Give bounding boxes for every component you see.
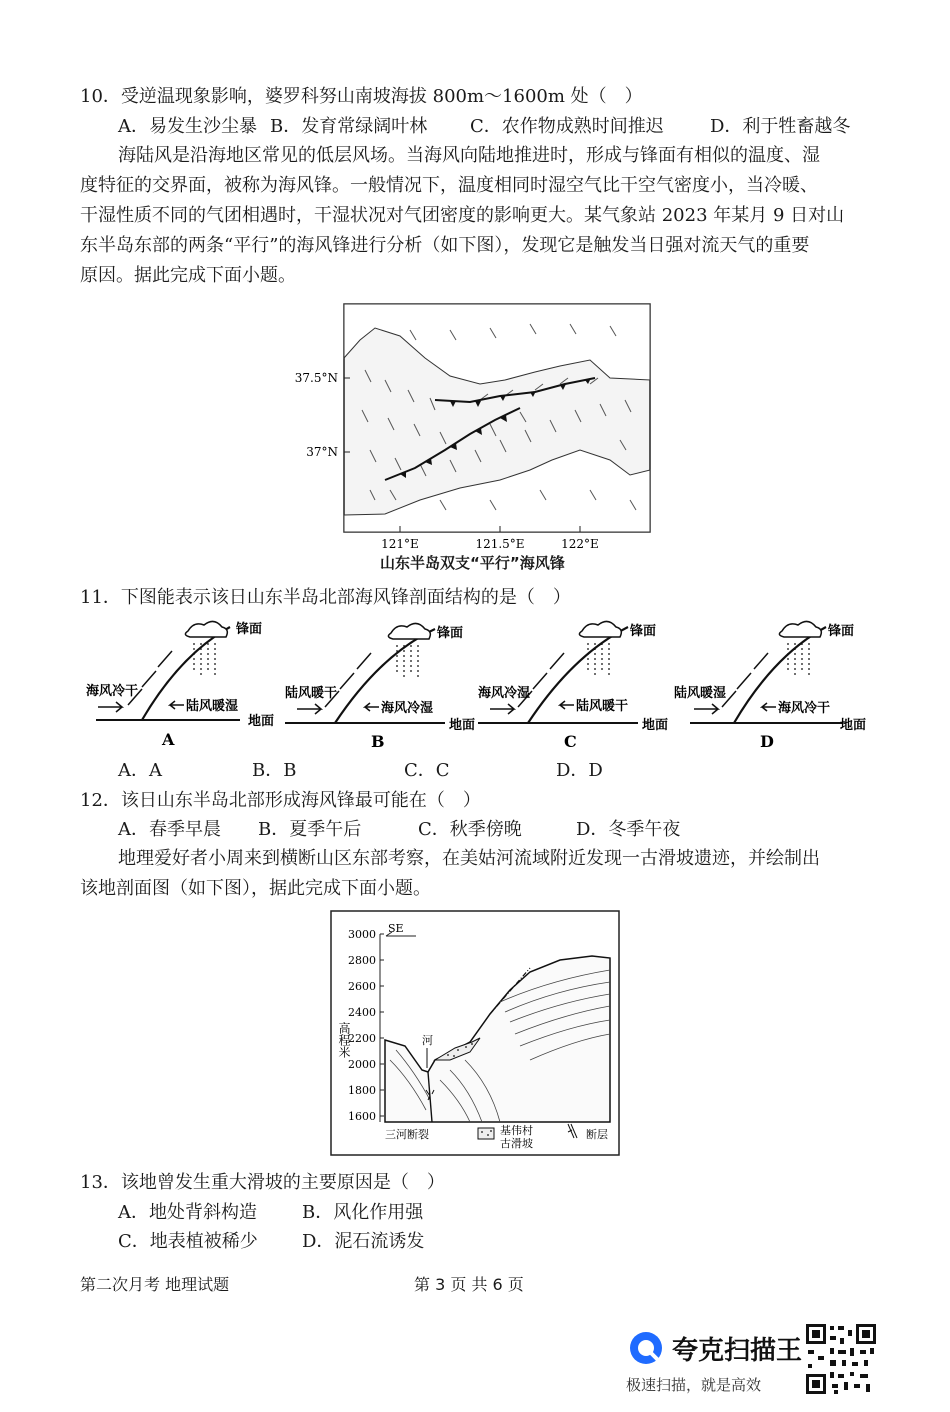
passage1-line-4: 东半岛东部的两条“平行”的海风锋进行分析（如下图），发现它是触发当日强对流天气的重要 xyxy=(80,235,810,256)
diagram-c-right-label: 陆风暖干 xyxy=(576,699,629,714)
lat-label-37-5: 37.5°N xyxy=(294,371,338,385)
diagram-b-ground: 地面 xyxy=(449,718,476,733)
y-tick-2400: 2400 xyxy=(348,1006,376,1019)
diagram-c-ground: 地面 xyxy=(642,718,669,733)
y-tick-2200: 2200 xyxy=(348,1032,376,1045)
q13-option-a: A．地处背斜构造 xyxy=(118,1202,257,1223)
direction-label: SE xyxy=(388,922,404,935)
q10-options xyxy=(118,114,850,140)
q13-option-c: C．地表植被稀少 xyxy=(118,1231,258,1252)
q11-option-d: D．D xyxy=(556,760,603,781)
qr-code-icon xyxy=(804,1322,878,1396)
watermark-slogan: 极速扫描，就是高效 xyxy=(626,1376,762,1394)
q11-option-b: B．B xyxy=(252,760,297,781)
passage2-line-2: 该地剖面图（如下图），据此完成下面小题。 xyxy=(80,878,431,899)
diagram-a-front: 锋面 xyxy=(236,622,263,637)
diagram-b-front: 锋面 xyxy=(437,626,464,641)
q13-options-row-1 xyxy=(118,1200,423,1226)
q12-option-a: A．春季早晨 xyxy=(118,819,221,840)
legend-fault-label: 断层 xyxy=(586,1128,608,1141)
scanner-logo-icon xyxy=(626,1328,666,1368)
landslide-profile xyxy=(330,910,620,1156)
lon-label-121-5: 121.5°E xyxy=(475,537,525,551)
q10-option-d: D．利于牲畜越冬 xyxy=(710,116,851,137)
legend-landslide-line-1: 基伟村 xyxy=(500,1124,533,1137)
sea-breeze-front-map xyxy=(290,300,670,555)
map-caption: 山东半岛双支“平行”海风锋 xyxy=(380,554,565,572)
diagram-a-ground: 地面 xyxy=(248,714,275,729)
diagram-c-left-label: 海风冷湿 xyxy=(478,686,531,701)
footer-exam-title: 第二次月考 地理试题 xyxy=(80,1275,230,1294)
q10-option-b: B．发育常绿阔叶林 xyxy=(270,116,428,137)
passage1-line-3: 干湿性质不同的气团相遇时，干湿状况对气团密度的影响更大。某气象站 2023 年某月 9 日对山 xyxy=(80,205,845,226)
q12-option-d: D．冬季午夜 xyxy=(576,819,681,840)
q13-option-d: D．泥石流诱发 xyxy=(302,1231,425,1252)
lat-label-37: 37°N xyxy=(306,445,338,459)
diagram-b xyxy=(285,623,475,751)
q11-options xyxy=(118,758,603,784)
diagram-d-front: 锋面 xyxy=(828,624,855,639)
q13-stem: 13．该地曾发生重大滑坡的主要原因是（ ） xyxy=(80,1172,445,1193)
y-tick-2800: 2800 xyxy=(348,954,376,967)
diagram-d-right-label: 海风冷干 xyxy=(778,701,831,716)
y-tick-1600: 1600 xyxy=(348,1110,376,1123)
diagram-a xyxy=(86,621,274,749)
passage1-line-2: 度特征的交界面，被称为海风锋。一般情况下，温度相同时湿空气比干空气密度小，当冷暖、 xyxy=(80,175,818,196)
passage1-line-1: 海陆风是沿海地区常见的低层风场。当海风向陆地推进时，形成与锋面有相似的温度、湿 xyxy=(118,145,820,166)
q11-option-c: C．C xyxy=(404,760,450,781)
diagram-d-left-label: 陆风暖湿 xyxy=(674,686,727,701)
watermark-brand: 夸克扫描王 xyxy=(672,1336,803,1366)
y-tick-1800: 1800 xyxy=(348,1084,376,1097)
passage2-line-1: 地理爱好者小周来到横断山区东部考察，在美姑河流域附近发现一古滑坡遗迹，并绘制出 xyxy=(118,848,820,869)
passage1-line-5: 原因。据此完成下面小题。 xyxy=(80,265,296,286)
diagram-c xyxy=(478,621,668,751)
q12-stem: 12．该日山东半岛北部形成海风锋最可能在（ ） xyxy=(80,790,481,811)
q10-option-a: A．易发生沙尘暴 xyxy=(118,116,257,137)
q10-option-c: C．农作物成熟时间推迟 xyxy=(470,116,664,137)
footer-page-number: 第 3 页 共 6 页 xyxy=(414,1275,524,1294)
q13-options-row-2 xyxy=(118,1229,424,1255)
diagram-d xyxy=(674,621,866,751)
diagram-c-letter: C xyxy=(564,732,577,751)
y-tick-3000: 3000 xyxy=(348,928,376,941)
y-tick-2000: 2000 xyxy=(348,1058,376,1071)
fault-name-label: 三河断裂 xyxy=(385,1128,429,1141)
diagram-a-right-label: 陆风暖湿 xyxy=(186,699,239,714)
lon-label-121: 121°E xyxy=(381,537,419,551)
diagram-d-ground: 地面 xyxy=(840,718,867,733)
river-label: 河 xyxy=(422,1034,433,1047)
diagram-d-letter: D xyxy=(760,732,774,751)
diagram-a-letter: A xyxy=(162,730,175,749)
q11-stem: 11．下图能表示该日山东半岛北部海风锋剖面结构的是（ ） xyxy=(80,587,571,608)
y-axis-label: 高程米 xyxy=(337,1022,351,1058)
diagram-b-left-label: 陆风暖干 xyxy=(285,686,338,701)
q13-option-b: B．风化作用强 xyxy=(302,1202,424,1223)
q10-stem: 10．受逆温现象影响，婆罗科努山南坡海拔 800m～1600m 处（ ） xyxy=(80,86,643,107)
diagram-b-right-label: 海风冷湿 xyxy=(381,701,434,716)
diagram-c-front: 锋面 xyxy=(630,624,657,639)
q12-options xyxy=(118,817,680,843)
legend-landslide-line-2: 古滑坡 xyxy=(500,1137,533,1150)
y-tick-2600: 2600 xyxy=(348,980,376,993)
q11-option-a: A．A xyxy=(118,760,162,781)
q12-option-c: C．秋季傍晚 xyxy=(418,819,522,840)
lon-label-122: 122°E xyxy=(561,537,599,551)
front-cross-sections xyxy=(80,615,880,755)
diagram-a-left-label: 海风冷干 xyxy=(86,684,139,699)
diagram-b-letter: B xyxy=(371,732,385,751)
q12-option-b: B．夏季午后 xyxy=(258,819,362,840)
